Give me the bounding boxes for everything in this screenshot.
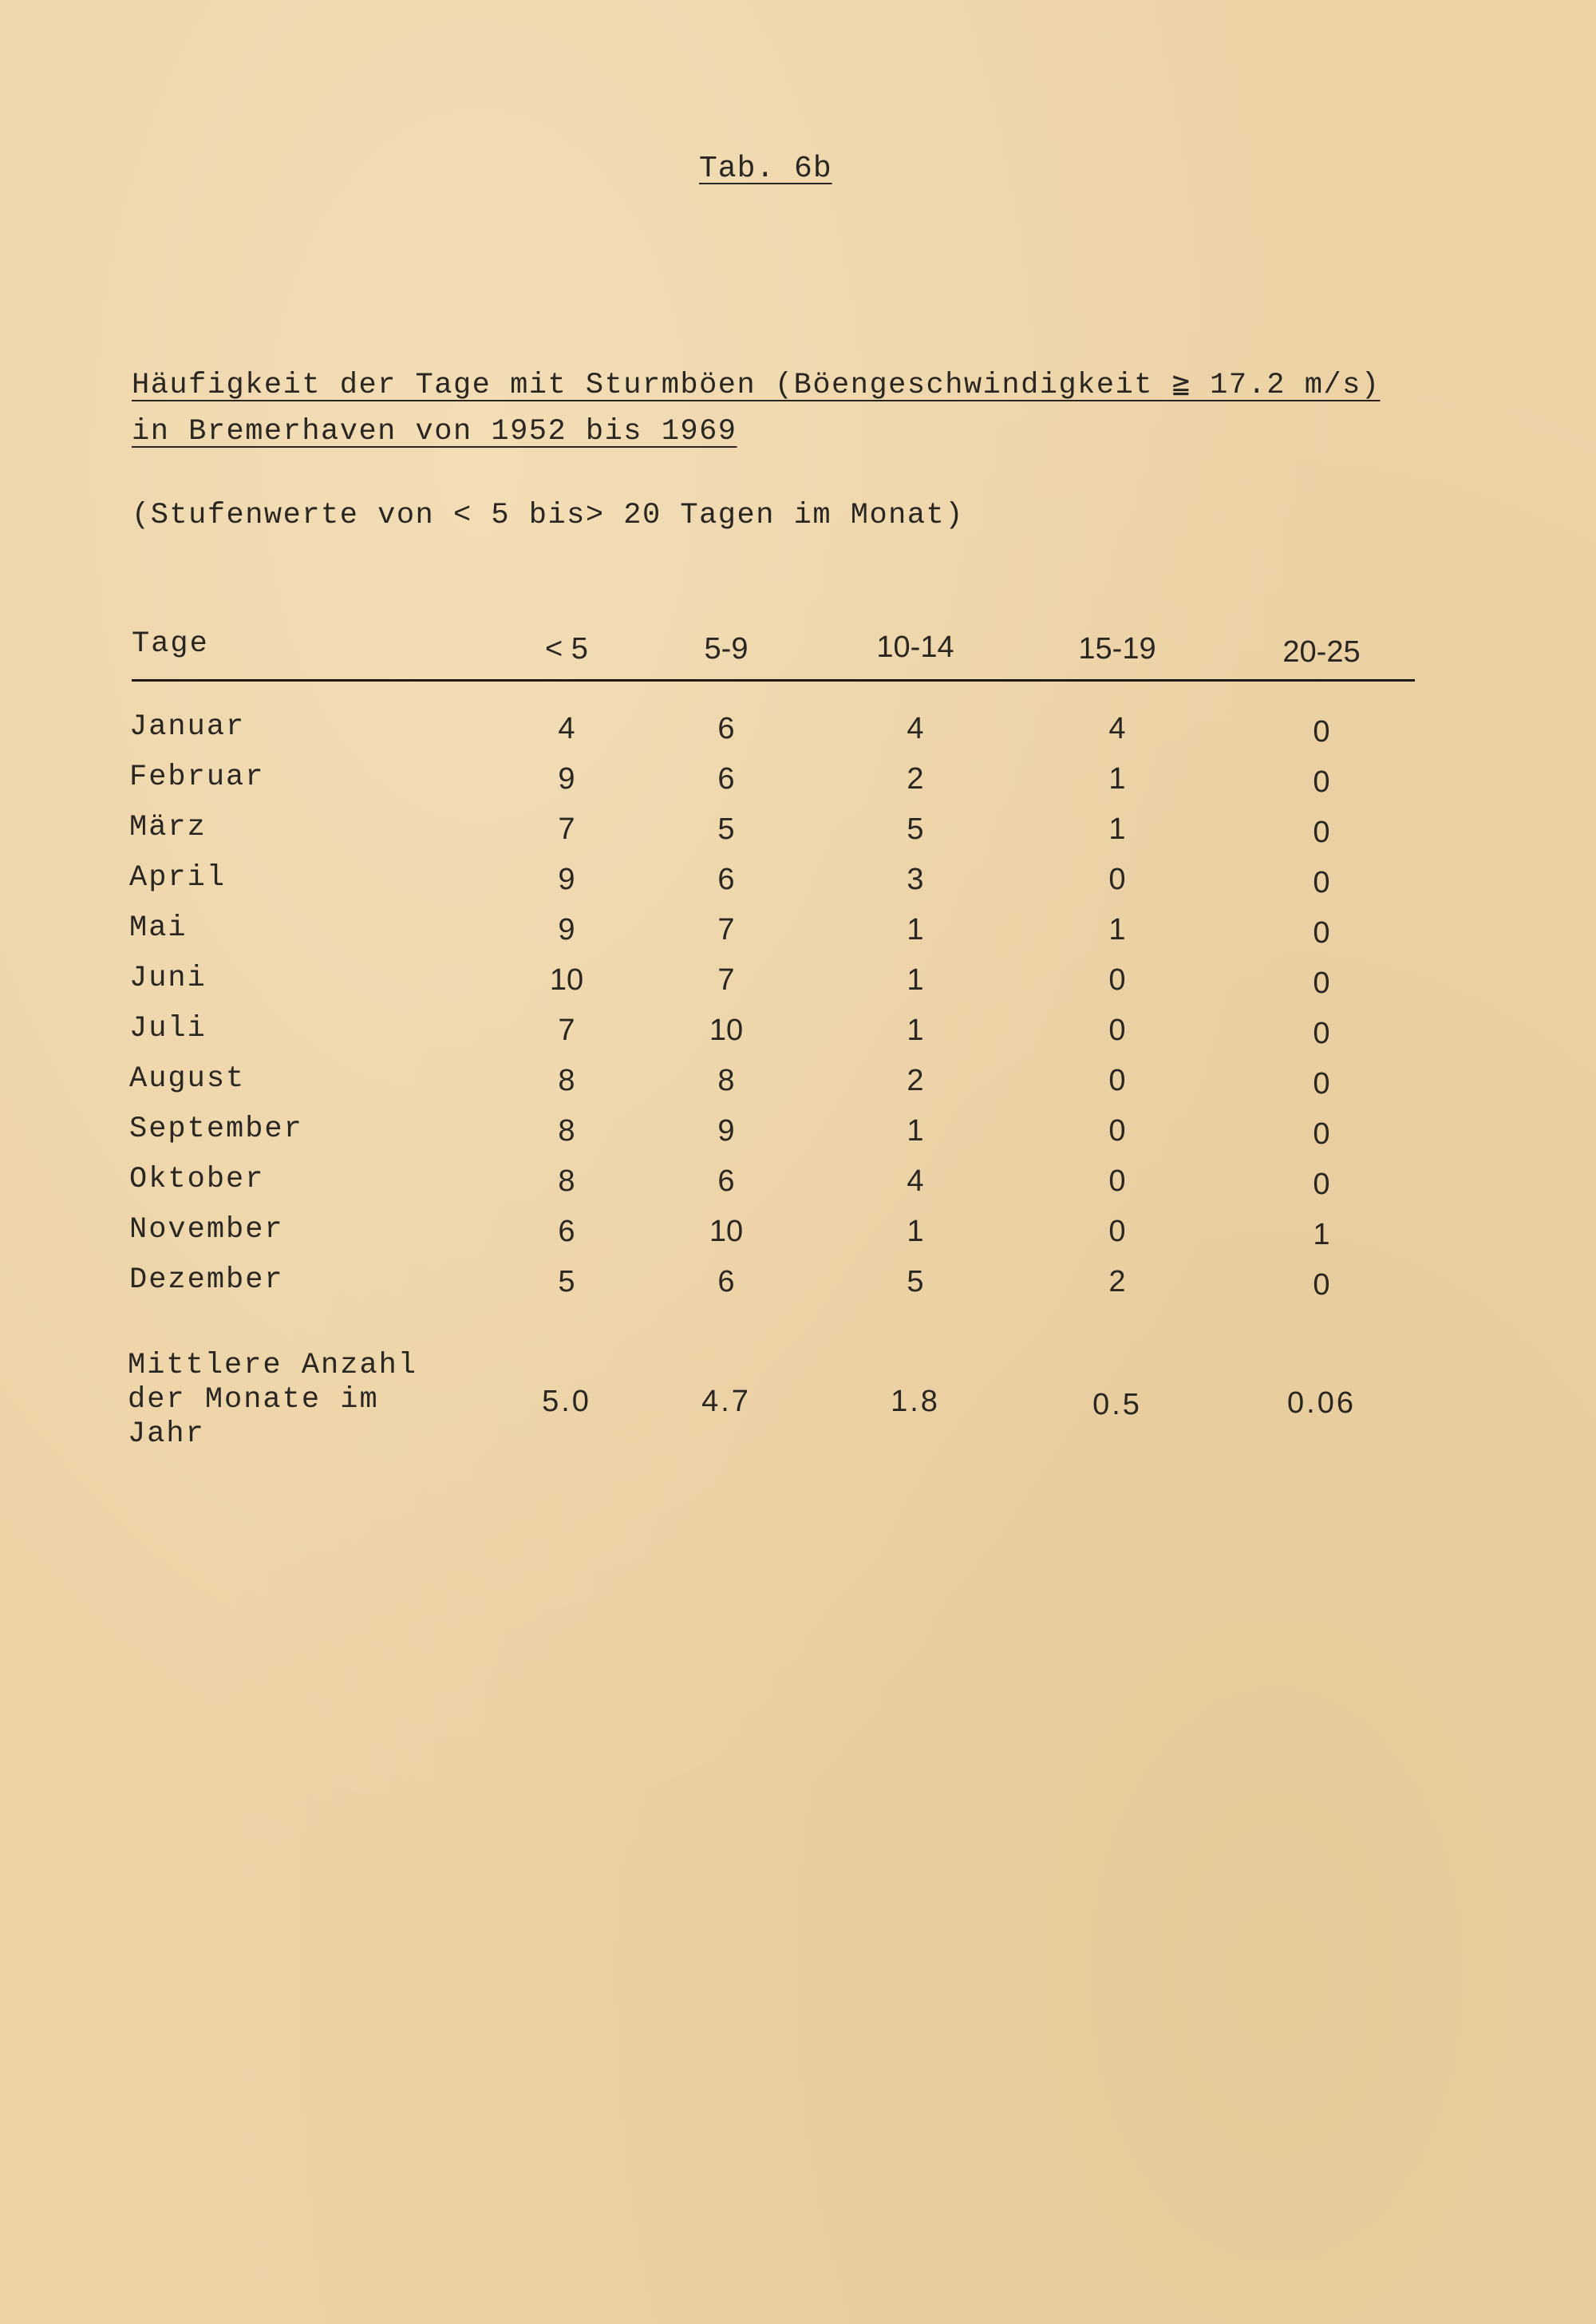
summary-value-20-25: 0.06 bbox=[1287, 1386, 1356, 1420]
month-label: November bbox=[129, 1213, 284, 1247]
month-label: April bbox=[129, 861, 227, 895]
cell-5-9: 7 bbox=[717, 963, 735, 997]
cell-5-9: 8 bbox=[717, 1064, 735, 1097]
cell-15-19: 1 bbox=[1108, 762, 1126, 796]
cell-lt5: 8 bbox=[558, 1164, 575, 1198]
month-label: September bbox=[129, 1113, 303, 1146]
cell-10-14: 3 bbox=[907, 863, 924, 896]
cell-20-25: 0 bbox=[1313, 866, 1330, 899]
month-label: Oktober bbox=[129, 1163, 265, 1196]
cell-5-9: 9 bbox=[717, 1114, 735, 1148]
cell-20-25: 0 bbox=[1313, 966, 1330, 1000]
cell-15-19: 0 bbox=[1108, 1064, 1126, 1097]
summary-value-lt5: 5.0 bbox=[542, 1385, 591, 1418]
month-label: Juli bbox=[129, 1012, 207, 1045]
table-row bbox=[0, 911, 1596, 951]
cell-lt5: 6 bbox=[558, 1215, 575, 1248]
cell-5-9: 5 bbox=[717, 812, 735, 846]
cell-lt5: 9 bbox=[558, 762, 575, 796]
cell-lt5: 9 bbox=[558, 863, 575, 896]
column-header-15-19: 15-19 bbox=[1078, 632, 1156, 666]
cell-5-9: 7 bbox=[717, 913, 735, 947]
cell-lt5: 9 bbox=[558, 913, 575, 947]
cell-15-19: 0 bbox=[1108, 1215, 1126, 1248]
cell-lt5: 5 bbox=[558, 1265, 575, 1298]
cell-20-25: 1 bbox=[1313, 1218, 1330, 1251]
table-row bbox=[0, 710, 1596, 750]
summary-value-10-14: 1.8 bbox=[891, 1385, 940, 1418]
month-label: Mai bbox=[129, 911, 188, 945]
cell-15-19: 1 bbox=[1108, 812, 1126, 846]
table-row bbox=[0, 1113, 1596, 1152]
month-label: Juni bbox=[129, 962, 207, 995]
cell-15-19: 0 bbox=[1108, 1114, 1126, 1148]
cell-5-9: 6 bbox=[717, 762, 735, 796]
summary-label-line: Mittlere Anzahl bbox=[128, 1349, 418, 1382]
cell-10-14: 4 bbox=[907, 1164, 924, 1198]
header-divider bbox=[132, 679, 1415, 682]
cell-lt5: 7 bbox=[558, 812, 575, 846]
table-row bbox=[0, 811, 1596, 851]
summary-label-line: Jahr bbox=[128, 1417, 205, 1451]
cell-15-19: 0 bbox=[1108, 1014, 1126, 1047]
cell-20-25: 0 bbox=[1313, 1017, 1330, 1050]
cell-15-19: 0 bbox=[1108, 863, 1126, 896]
cell-lt5: 8 bbox=[558, 1064, 575, 1097]
cell-5-9: 10 bbox=[709, 1014, 744, 1047]
cell-20-25: 0 bbox=[1313, 1168, 1330, 1201]
table-row bbox=[0, 962, 1596, 1002]
cell-15-19: 0 bbox=[1108, 1164, 1126, 1198]
summary-value-15-19: 0.5 bbox=[1092, 1388, 1142, 1421]
cell-lt5: 10 bbox=[549, 963, 584, 997]
column-header-tage: Tage bbox=[132, 627, 209, 661]
cell-10-14: 5 bbox=[907, 1265, 924, 1298]
table-heading-line1: Häufigkeit der Tage mit Sturmböen (Böengeschwindigkeit ≧ 17.2 m/s) bbox=[132, 369, 1381, 402]
table-row bbox=[0, 1163, 1596, 1203]
column-header-lt5: < 5 bbox=[545, 632, 588, 666]
month-label: März bbox=[129, 811, 207, 844]
summary-value-5-9: 4.7 bbox=[701, 1385, 751, 1418]
summary-values-row bbox=[0, 1385, 1596, 1425]
cell-lt5: 8 bbox=[558, 1114, 575, 1148]
cell-10-14: 5 bbox=[907, 812, 924, 846]
cell-10-14: 1 bbox=[907, 913, 924, 947]
cell-20-25: 0 bbox=[1313, 1268, 1330, 1302]
cell-20-25: 0 bbox=[1313, 1117, 1330, 1151]
month-label: Dezember bbox=[129, 1263, 284, 1297]
cell-20-25: 0 bbox=[1313, 715, 1330, 749]
cell-10-14: 1 bbox=[907, 1114, 924, 1148]
cell-lt5: 4 bbox=[558, 712, 575, 745]
table-row bbox=[0, 1213, 1596, 1253]
cell-10-14: 2 bbox=[907, 762, 924, 796]
cell-10-14: 4 bbox=[907, 712, 924, 745]
cell-15-19: 4 bbox=[1108, 712, 1126, 745]
cell-20-25: 0 bbox=[1313, 816, 1330, 849]
table-row bbox=[0, 861, 1596, 901]
cell-20-25: 0 bbox=[1313, 916, 1330, 950]
table-number: Tab. 6b bbox=[699, 152, 832, 186]
cell-lt5: 7 bbox=[558, 1014, 575, 1047]
cell-15-19: 1 bbox=[1108, 913, 1126, 947]
cell-5-9: 10 bbox=[709, 1215, 744, 1248]
month-label: August bbox=[129, 1062, 246, 1096]
table-header-row bbox=[0, 627, 1596, 667]
column-header-20-25: 20-25 bbox=[1282, 635, 1361, 669]
cell-20-25: 0 bbox=[1313, 1067, 1330, 1101]
cell-10-14: 1 bbox=[907, 1014, 924, 1047]
table-subheading: (Stufenwerte von < 5 bis> 20 Tagen im Monat) bbox=[132, 499, 964, 532]
month-label: Februar bbox=[129, 761, 265, 794]
cell-20-25: 0 bbox=[1313, 765, 1330, 799]
cell-15-19: 2 bbox=[1108, 1265, 1126, 1298]
table-row bbox=[0, 761, 1596, 800]
summary-label-line: der Monate im bbox=[128, 1383, 379, 1417]
cell-10-14: 1 bbox=[907, 1215, 924, 1248]
month-label: Januar bbox=[129, 710, 246, 744]
cell-5-9: 6 bbox=[717, 712, 735, 745]
cell-10-14: 2 bbox=[907, 1064, 924, 1097]
table-heading-line2: in Bremerhaven von 1952 bis 1969 bbox=[132, 415, 737, 449]
column-header-5-9: 5-9 bbox=[704, 632, 749, 666]
table-row bbox=[0, 1062, 1596, 1102]
cell-5-9: 6 bbox=[717, 1265, 735, 1298]
column-header-10-14: 10-14 bbox=[876, 630, 954, 664]
cell-10-14: 1 bbox=[907, 963, 924, 997]
cell-5-9: 6 bbox=[717, 1164, 735, 1198]
table-row bbox=[0, 1263, 1596, 1303]
cell-15-19: 0 bbox=[1108, 963, 1126, 997]
cell-5-9: 6 bbox=[717, 863, 735, 896]
table-row bbox=[0, 1012, 1596, 1052]
